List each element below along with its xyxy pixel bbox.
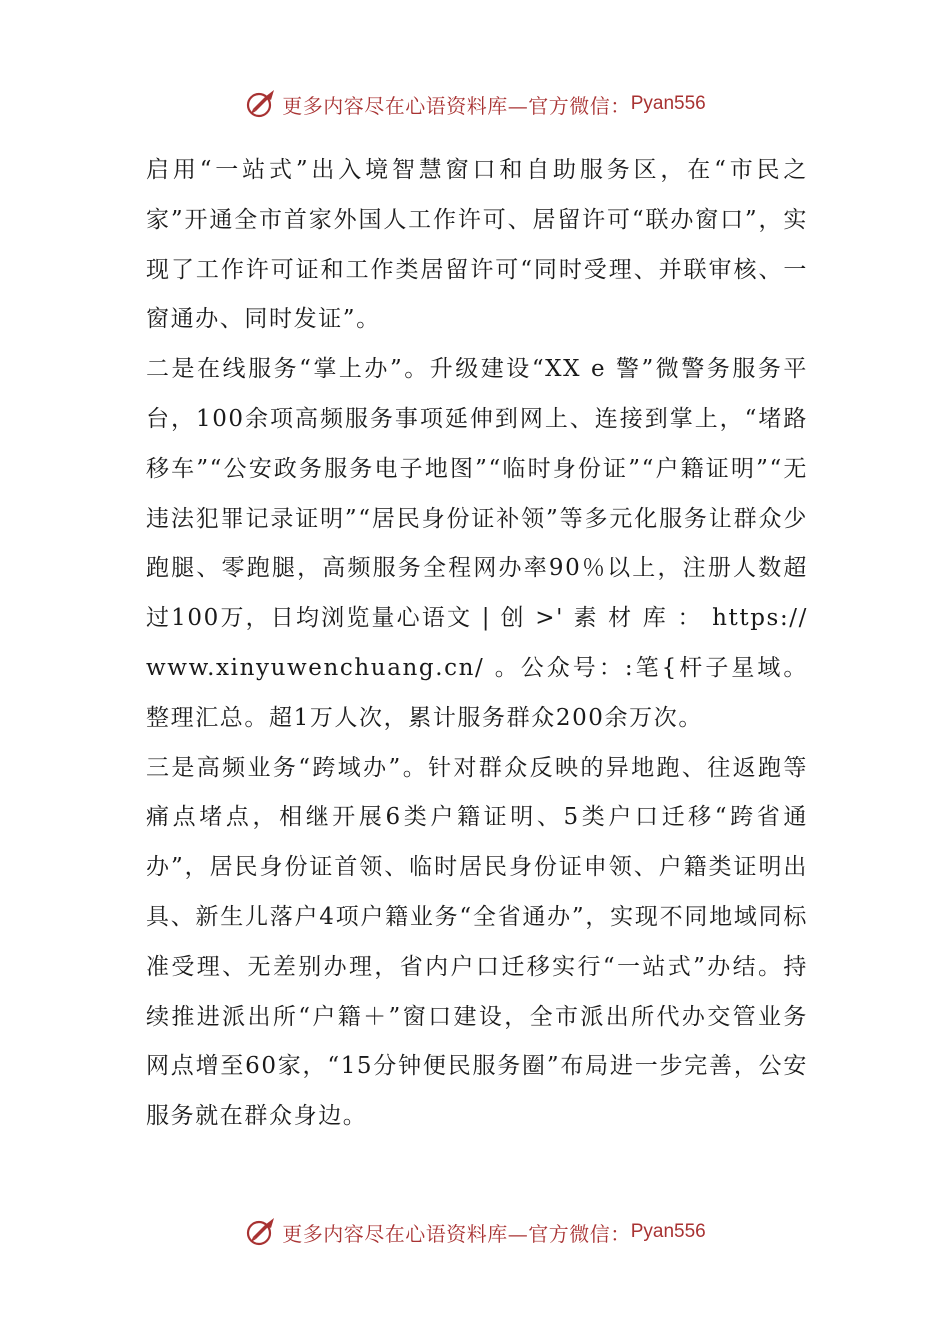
header-wechat-id: Pyan556 <box>630 93 706 114</box>
header-banner-text: 更多内容尽在心语资料库—官方微信： <box>282 93 631 118</box>
document-body <box>146 146 808 1142</box>
header-banner <box>0 84 950 124</box>
quill-seal-icon <box>244 87 278 121</box>
quill-seal-icon <box>244 1215 278 1249</box>
footer-banner <box>0 1212 950 1252</box>
paragraph: 启用“一站式”出入境智慧窗口和自助服务区，在“市民之家”开通全市首家外国人工作许可、居留许可“联办窗口”，实现了工作许可证和工作类居留许可“同时受理、并联审核、一窗通办、同时发证”。 <box>146 157 808 333</box>
paragraph: 二是在线服务“掌上办”。升级建设“XX e 警”微警务服务平台，100余项高频服务事项延伸到网上、连接到掌上，“堵路移车”“公安政务服务电子地图”“临时身份证”“户籍证明”“无违法犯罪记录证明”“居民身份证补领”等多元化服务让群众少跑腿、零跑腿，高频服务全程网办率90％以上，注册人数超过100万，日均浏览量心语文 | 创 >' 素 材 库 ： https://www.xinyuwenchuang.cn/ 。公众号：:笔{杆子星域。整理汇总。超1万人次，累计服务群众200余万次。 <box>146 356 808 731</box>
paragraph: 三是高频业务“跨域办”。针对群众反映的异地跑、往返跑等痛点堵点，相继开展6类户籍证明、5类户口迁移“跨省通办”，居民身份证首领、临时居民身份证申领、户籍类证明出具、新生儿落户4项户籍业务“全省通办”，实现不同地域同标准受理、无差别办理，省内户口迁移实行“一站式”办结。持续推进派出所“户籍＋”窗口建设，全市派出所代办交管业务网点增至60家，“15分钟便民服务圈”布局进一步完善，公安服务就在群众身边。 <box>146 754 808 1130</box>
footer-banner-text: 更多内容尽在心语资料库—官方微信： <box>282 1221 631 1246</box>
footer-wechat-id: Pyan556 <box>630 1221 706 1242</box>
